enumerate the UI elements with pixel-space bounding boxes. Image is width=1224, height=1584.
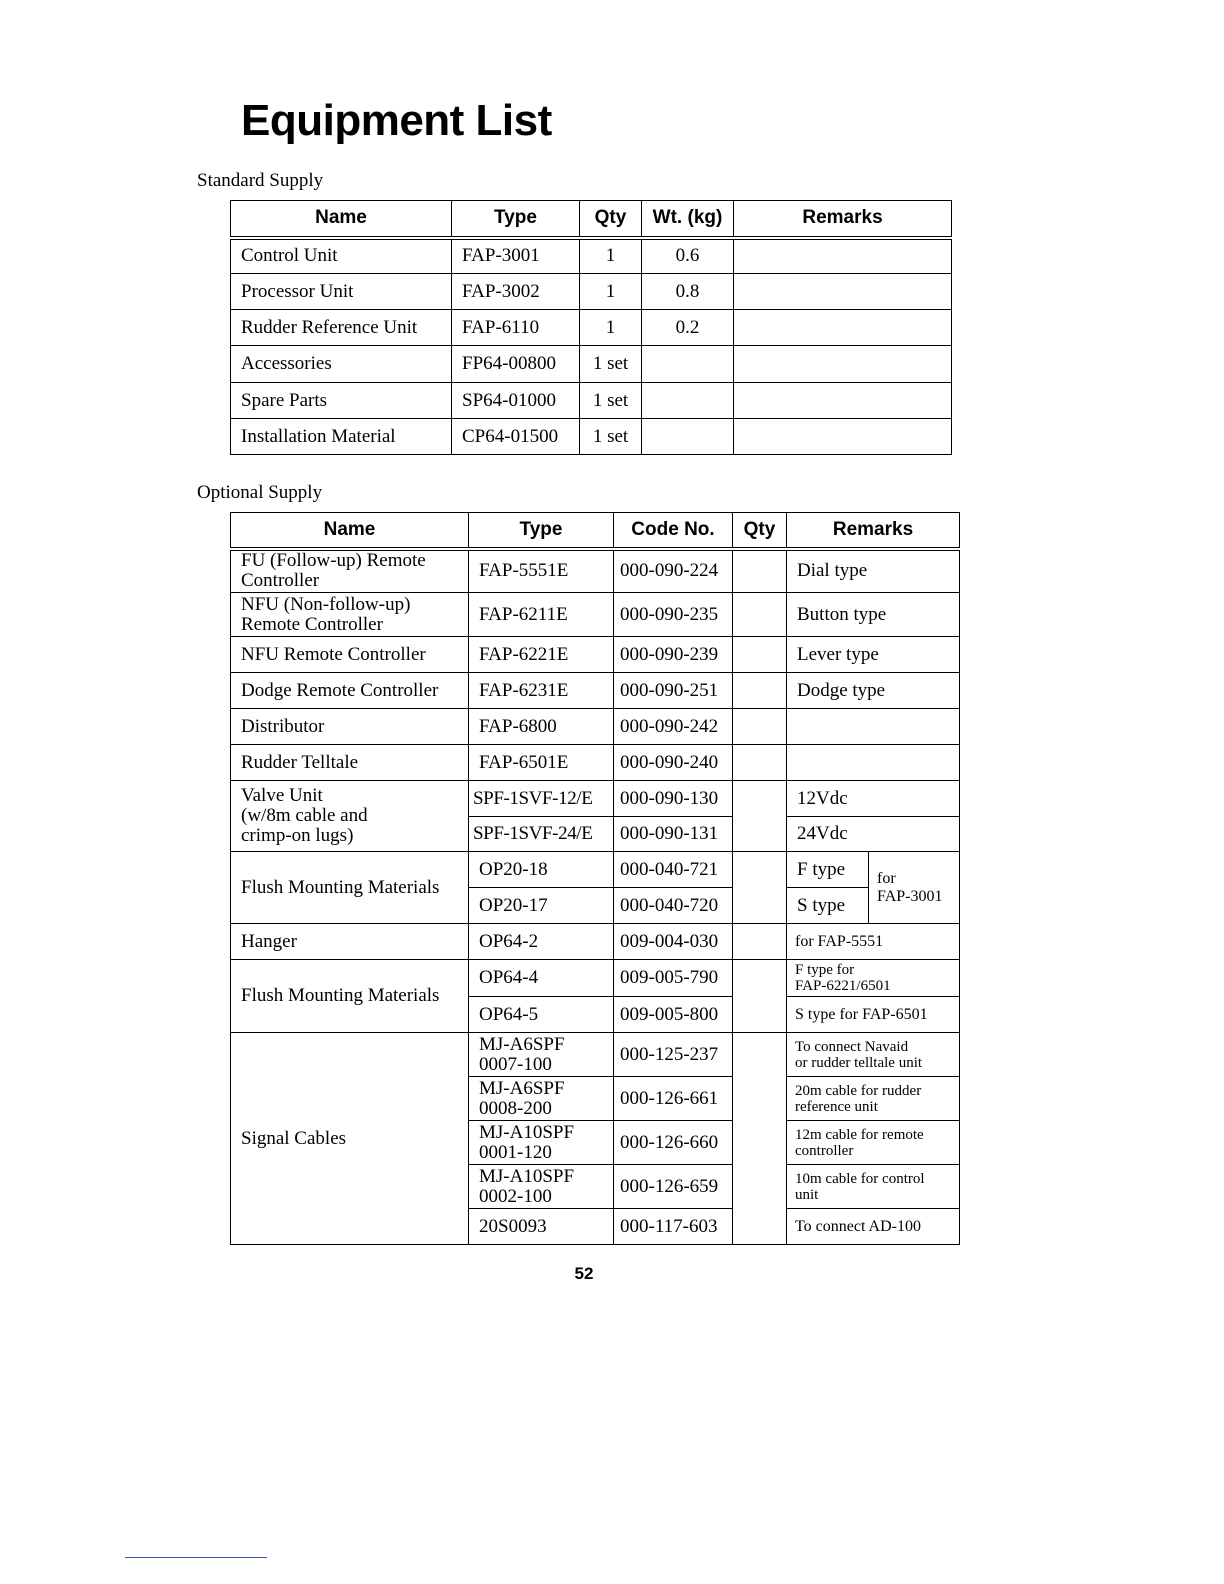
cell-type: FAP-5551E [469,549,614,593]
cell-type: OP64-5 [469,997,614,1033]
cell-code: 000-090-242 [614,709,733,745]
cell-code: 000-090-240 [614,745,733,781]
table-row [231,852,960,888]
cell-name: Rudder Reference Unit [231,310,452,346]
cell-code: 000-040-721 [614,852,733,888]
cell-remarks: S type for FAP-6501 [787,997,960,1033]
cell-remarks [787,1033,960,1077]
column-header: Name [231,201,452,238]
cell-name-line: Controller [241,570,320,592]
cell-code: 000-090-239 [614,637,733,673]
cell-code: 009-005-800 [614,997,733,1033]
cell-type: OP64-2 [469,924,614,960]
cell-type: OP20-17 [469,888,614,924]
cell-qty [733,709,787,745]
cell-qty: 1 [580,310,642,346]
cell-qty [733,673,787,709]
cell-name: Rudder Telltale [231,745,469,781]
cell-name: Processor Unit [231,274,452,310]
cell-qty: 1 set [580,419,642,455]
table-row [231,383,952,419]
cell-type: FAP-6221E [469,637,614,673]
cell-code: 000-040-720 [614,888,733,924]
cell-code: 000-126-660 [614,1121,733,1165]
standard-supply-label: Standard Supply [197,170,324,191]
cell-qty: 1 [580,238,642,274]
cell-name: Installation Material [231,419,452,455]
cell-qty [733,745,787,781]
cell-remarks: S type [787,888,869,924]
cell-weight: 0.6 [642,238,734,274]
table-row [231,238,952,274]
cell-qty [733,852,787,924]
cell-type: SP64-01000 [452,383,580,419]
page-title: Equipment List [241,96,552,145]
cell-remarks [787,1121,960,1165]
cell-remarks [734,383,952,419]
cell-type: SPF-1SVF-12/E [469,781,614,817]
cell-remarks [787,1077,960,1121]
cell-remarks-line: 10m cable for control [795,1170,925,1187]
cell-remarks-line: or rudder telltale unit [795,1054,923,1071]
cell-qty [733,924,787,960]
cell-qty [733,549,787,593]
cell-remarks-line: To connect Navaid [795,1038,909,1055]
cell-remarks-note [869,852,960,924]
cell-name: Flush Mounting Materials [231,852,469,924]
optional-supply-table [230,512,960,1245]
cell-type: FAP-6501E [469,745,614,781]
cell-type-line: 0001-120 [479,1141,552,1163]
cell-name [231,549,469,593]
column-header: Remarks [787,513,960,549]
cell-type: FAP-3001 [452,238,580,274]
page-number: 52 [574,1264,594,1283]
cell-remarks [787,709,960,745]
cell-qty: 1 [580,274,642,310]
cell-code: 000-090-131 [614,817,733,852]
cell-remarks: Button type [787,593,960,637]
cell-qty [733,593,787,637]
cell-remarks [734,310,952,346]
cell-remarks-line: controller [795,1142,854,1159]
cell-type: SPF-1SVF-24/E [469,817,614,852]
cell-code: 000-126-661 [614,1077,733,1121]
cell-weight [642,419,734,455]
table-row [231,346,952,383]
cell-name [231,593,469,637]
cell-name: Control Unit [231,238,452,274]
cell-qty [733,960,787,1033]
table-row [231,673,960,709]
cell-remarks: To connect AD-100 [787,1209,960,1245]
cell-code: 000-117-603 [614,1209,733,1245]
table-header-row [231,201,952,238]
column-header: Qty [733,513,787,549]
cell-remarks [787,1165,960,1209]
cell-name: Flush Mounting Materials [231,960,469,1033]
cell-name: Accessories [231,346,452,383]
cell-code: 009-005-790 [614,960,733,997]
cell-code: 009-004-030 [614,924,733,960]
cell-remarks [734,419,952,455]
cell-remarks: Lever type [787,637,960,673]
cell-remarks: for FAP-5551 [787,924,960,960]
column-header: Code No. [614,513,733,549]
cell-weight [642,346,734,383]
table-row [231,593,960,637]
cell-weight: 0.8 [642,274,734,310]
cell-type [469,1165,614,1209]
cell-name: Dodge Remote Controller [231,673,469,709]
cell-qty [733,1033,787,1245]
table-row [231,745,960,781]
cell-type: FAP-6800 [469,709,614,745]
column-header: Name [231,513,469,549]
cell-type-line: 0008-200 [479,1097,552,1119]
cell-code: 000-090-130 [614,781,733,817]
cell-type-line: MJ-A10SPF [479,1121,575,1143]
column-header: Type [469,513,614,549]
cell-remarks [787,745,960,781]
cell-type-line: MJ-A6SPF [479,1033,565,1055]
cell-type [469,1121,614,1165]
table-row [231,419,952,455]
table-row [231,637,960,673]
table-row [231,310,952,346]
cell-type: FP64-00800 [452,346,580,383]
cell-remarks: Dodge type [787,673,960,709]
table-row [231,1033,960,1077]
column-header: Qty [580,201,642,238]
cell-qty: 1 set [580,346,642,383]
table-row [231,274,952,310]
table-row [231,924,960,960]
cell-code: 000-090-251 [614,673,733,709]
cell-type [469,1077,614,1121]
cell-type: CP64-01500 [452,419,580,455]
cell-code: 000-090-224 [614,549,733,593]
table-row [231,960,960,997]
cell-remarks-line: F type for [795,962,855,978]
cell-code: 000-126-659 [614,1165,733,1209]
cell-remarks-line: reference unit [795,1098,878,1115]
cell-note-line: for [877,869,896,887]
cell-qty: 1 set [580,383,642,419]
cell-name: NFU Remote Controller [231,637,469,673]
optional-supply-label: Optional Supply [197,482,323,503]
column-header: Remarks [734,201,952,238]
cell-type-line: 0007-100 [479,1053,552,1075]
cell-weight [642,383,734,419]
cell-name-line: Valve Unit [241,785,323,806]
cell-name: Signal Cables [231,1033,469,1245]
cell-note-line: FAP-3001 [877,887,943,905]
cell-remarks-line: 20m cable for rudder [795,1082,922,1099]
cell-qty [733,637,787,673]
cell-code: 000-090-235 [614,593,733,637]
cell-name: Spare Parts [231,383,452,419]
cell-code: 000-125-237 [614,1033,733,1077]
standard-supply-table [230,200,952,455]
cell-remarks-line: 12m cable for remote [795,1126,924,1143]
column-header: Wt. (kg) [642,201,734,238]
cell-type-line: MJ-A10SPF [479,1165,575,1187]
column-header: Type [452,201,580,238]
footer-rule [125,1557,267,1558]
cell-type [469,1033,614,1077]
table-row [231,549,960,593]
cell-name: Distributor [231,709,469,745]
cell-remarks: 24Vdc [787,817,960,852]
cell-remarks [734,274,952,310]
table-header-row [231,513,960,549]
cell-name-line: NFU (Non-follow-up) [241,593,411,615]
cell-type: FAP-6110 [452,310,580,346]
table-row [231,709,960,745]
cell-name-line: FU (Follow-up) Remote [241,550,426,572]
cell-remarks [734,346,952,383]
cell-name: Hanger [231,924,469,960]
cell-remarks: 12Vdc [787,781,960,817]
cell-type: FAP-6211E [469,593,614,637]
cell-weight: 0.2 [642,310,734,346]
cell-type: OP20-18 [469,852,614,888]
cell-remarks [734,238,952,274]
cell-name-line: crimp-on lugs) [241,825,354,846]
cell-type: FAP-3002 [452,274,580,310]
cell-type: OP64-4 [469,960,614,997]
cell-remarks [787,960,960,997]
cell-remarks: Dial type [787,549,960,593]
cell-remarks-line: unit [795,1186,819,1203]
cell-remarks-line: FAP-6221/6501 [795,978,891,994]
cell-type-line: 0002-100 [479,1185,552,1207]
cell-name [231,781,469,852]
cell-name-line: (w/8m cable and [241,805,368,826]
table-row [231,781,960,817]
cell-qty [733,781,787,852]
cell-type: FAP-6231E [469,673,614,709]
cell-name-line: Remote Controller [241,613,383,635]
cell-type: 20S0093 [469,1209,614,1245]
cell-type-line: MJ-A6SPF [479,1077,565,1099]
cell-remarks: F type [787,852,869,888]
